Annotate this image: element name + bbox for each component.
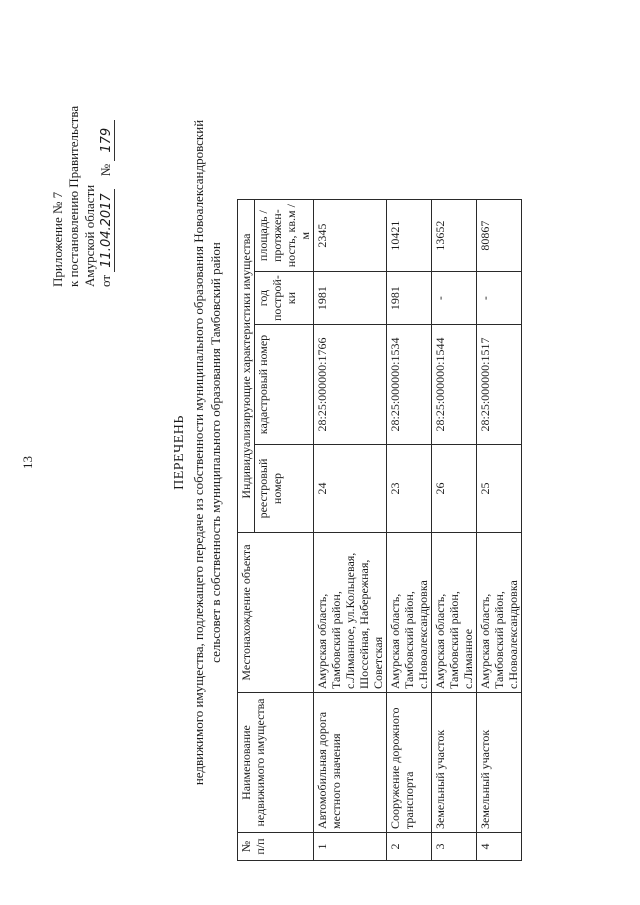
header-characteristics: Индивидуализирующие характеристики имущества <box>238 200 255 533</box>
cell-registry: 26 <box>432 445 477 533</box>
cell-cadastral: 28:25:000000:1517 <box>477 325 522 445</box>
cell-name: Земельный участок <box>432 693 477 833</box>
property-table <box>237 199 522 861</box>
header-area: площадь / протяжен-ность, кв.м / м <box>255 200 314 272</box>
cell-location: Амурская область, Тамбовский район, с.Лиманное, ул.Кольцевая, Шоссейная, Набережная, Советская <box>314 533 387 693</box>
cell-location: Амурская область, Тамбовский район, с.Лиманное <box>432 533 477 693</box>
table-row <box>314 200 387 861</box>
cell-area: 2345 <box>314 200 387 272</box>
appendix-line-1: Приложение № 7 <box>50 191 65 287</box>
cell-registry: 25 <box>477 445 522 533</box>
cell-name: Автомобильная дорога местного значения <box>314 693 387 833</box>
page-number: 13 <box>20 456 35 469</box>
handwritten-number: 179 <box>100 120 115 161</box>
cell-year: - <box>477 272 522 325</box>
document-subtitle <box>190 0 224 905</box>
table-row <box>387 200 432 861</box>
header-registry: реестровый номер <box>255 445 314 533</box>
date-prefix: от <box>98 274 113 287</box>
appendix-line-3: Амурской области <box>82 184 97 287</box>
appendix-line-2: к постановлению Правительства <box>66 105 81 287</box>
cell-area: 13652 <box>432 200 477 272</box>
cell-location: Амурская область, Тамбовский район, с.Новоалександровка <box>477 533 522 693</box>
cell-registry: 24 <box>314 445 387 533</box>
header-name: Наименование недвижимого имущества <box>238 693 314 833</box>
handwritten-date: 11.04.2017 <box>100 189 115 271</box>
header-year: год построй-ки <box>255 272 314 325</box>
table-row <box>432 200 477 861</box>
cell-num: 2 <box>387 833 432 861</box>
cell-location: Амурская область, Тамбовский район, с.Новоалександровка <box>387 533 432 693</box>
table-row <box>477 200 522 861</box>
document-title: ПЕРЕЧЕНЬ <box>172 415 187 490</box>
subtitle-line-2: сельсовет в собственность муниципального образования Тамбовский район <box>208 242 223 663</box>
header-num: № п/п <box>238 833 314 861</box>
subtitle-line-1: недвижимого имущества, подлежащего передаче из собственности муниципального образования Новоалександровский <box>191 119 206 786</box>
cell-name: Земельный участок <box>477 693 522 833</box>
appendix-block <box>50 17 115 287</box>
cell-cadastral: 28:25:000000:1766 <box>314 325 387 445</box>
cell-year: 1981 <box>314 272 387 325</box>
cell-name: Сооружение дорожного транспорта <box>387 693 432 833</box>
number-prefix: № <box>98 163 113 177</box>
cell-registry: 23 <box>387 445 432 533</box>
header-cadastral: кадастровый номер <box>255 325 314 445</box>
cell-num: 3 <box>432 833 477 861</box>
header-row-top <box>238 200 255 861</box>
appendix-date-line <box>98 17 115 287</box>
cell-num: 4 <box>477 833 522 861</box>
cell-area: 80867 <box>477 200 522 272</box>
cell-year: - <box>432 272 477 325</box>
cell-year: 1981 <box>387 272 432 325</box>
cell-area: 10421 <box>387 200 432 272</box>
cell-cadastral: 28:25:000000:1544 <box>432 325 477 445</box>
header-location: Местонахождение объекта <box>238 533 314 693</box>
cell-cadastral: 28:25:000000:1534 <box>387 325 432 445</box>
cell-num: 1 <box>314 833 387 861</box>
